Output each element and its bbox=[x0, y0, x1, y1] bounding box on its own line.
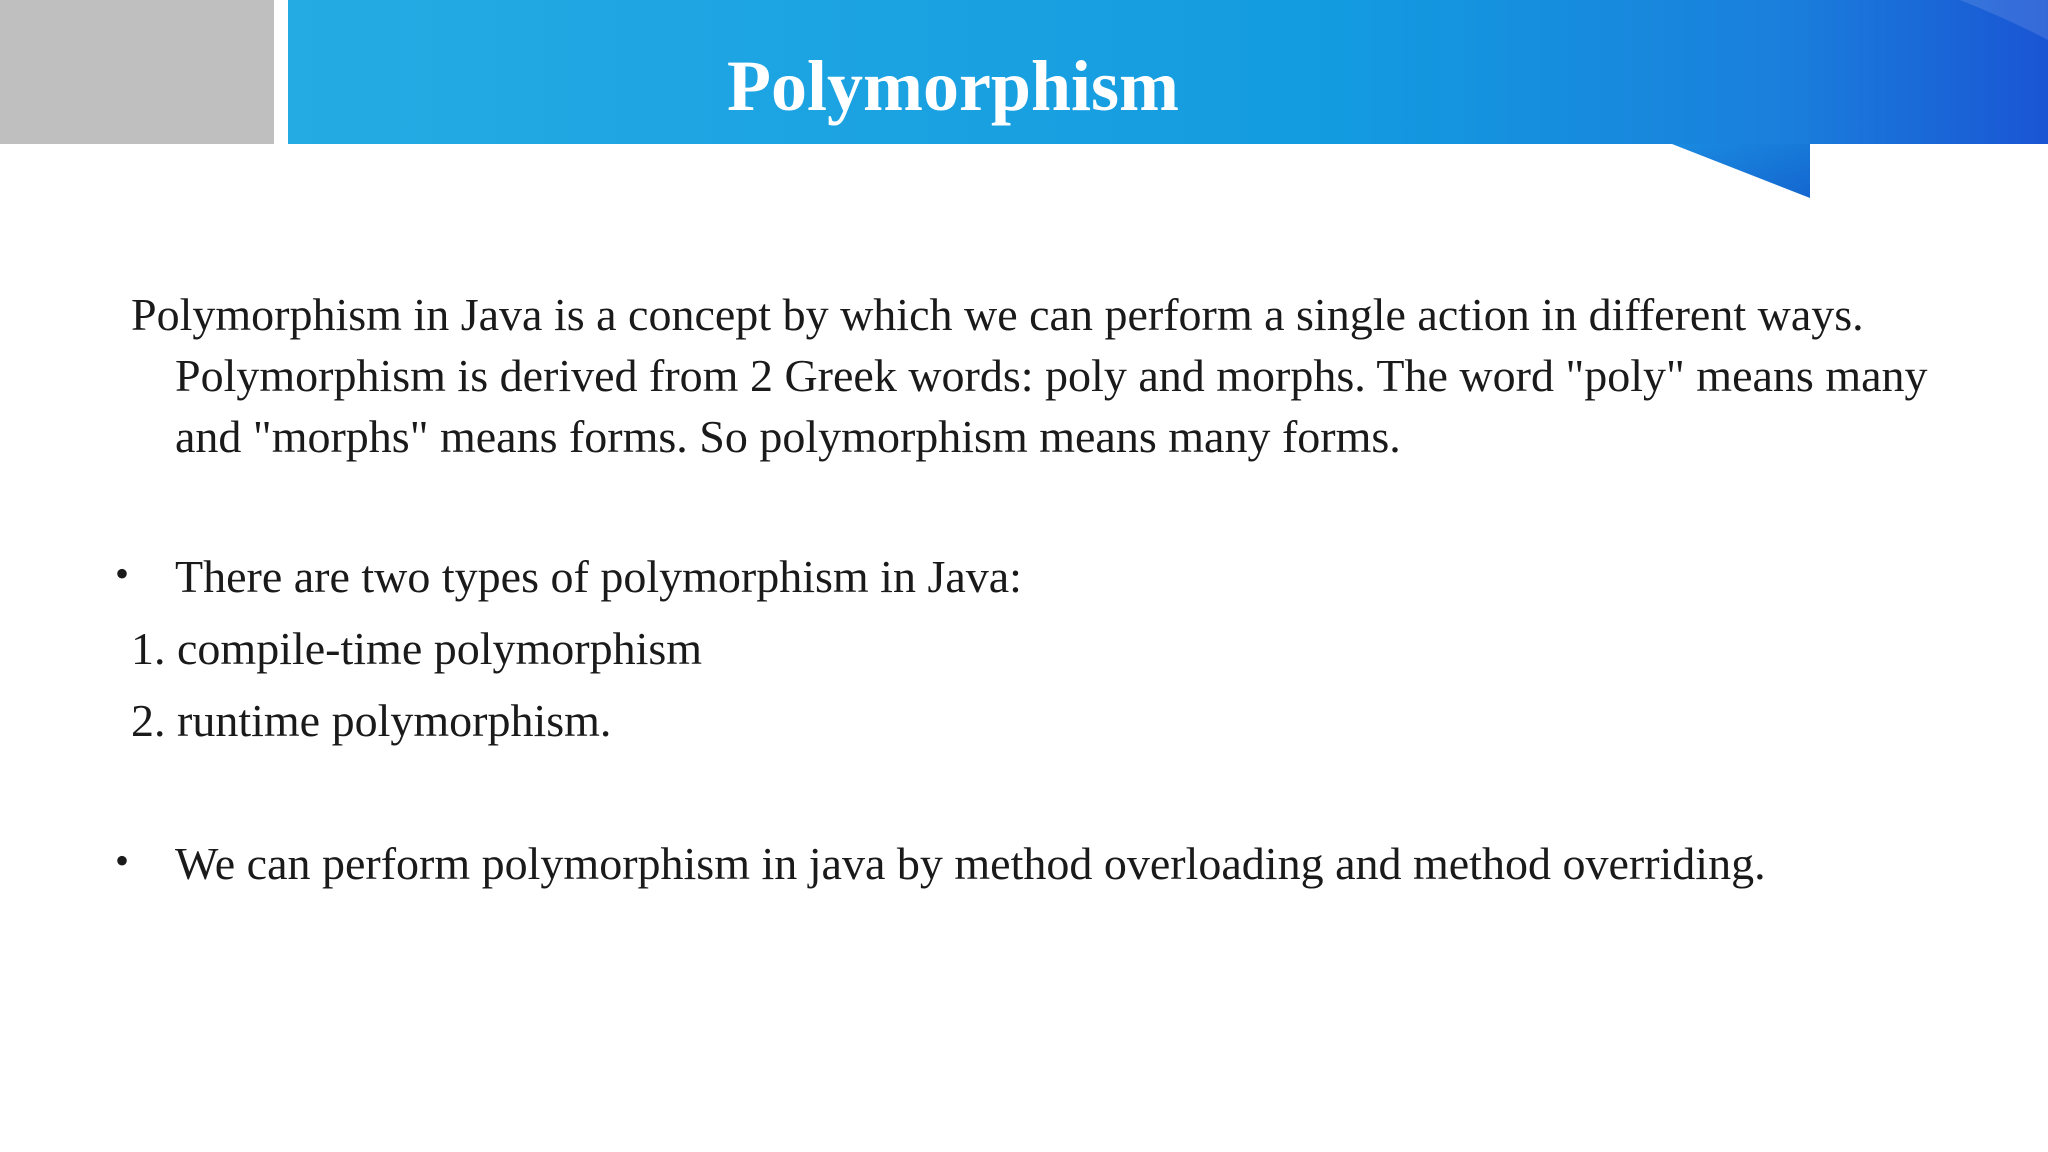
slide-title: Polymorphism bbox=[726, 46, 1179, 126]
bullet-item-types bbox=[115, 546, 1935, 607]
bullet-text: We can perform polymorphism in java by method overloading and method overriding. bbox=[175, 838, 1766, 889]
bullet-item-how bbox=[115, 833, 1775, 894]
list-item-compile-time: 1. compile-time polymorphism bbox=[131, 623, 703, 674]
banner-ribbon-tail bbox=[1672, 144, 1810, 198]
bullet-marker: • bbox=[115, 838, 130, 883]
bullet-marker: • bbox=[115, 551, 130, 596]
bullet-text: There are two types of polymorphism in Java: bbox=[175, 551, 1022, 602]
intro-paragraph: Polymorphism in Java is a concept by which we can perform a single action in different ways. Polymorphism is derived from 2 Greek words: poly and morphs. The word "poly" means many and "morphs" means forms. So polymorphism means many forms. bbox=[131, 289, 1928, 462]
list-item-runtime: 2. runtime polymorphism. bbox=[131, 695, 612, 746]
